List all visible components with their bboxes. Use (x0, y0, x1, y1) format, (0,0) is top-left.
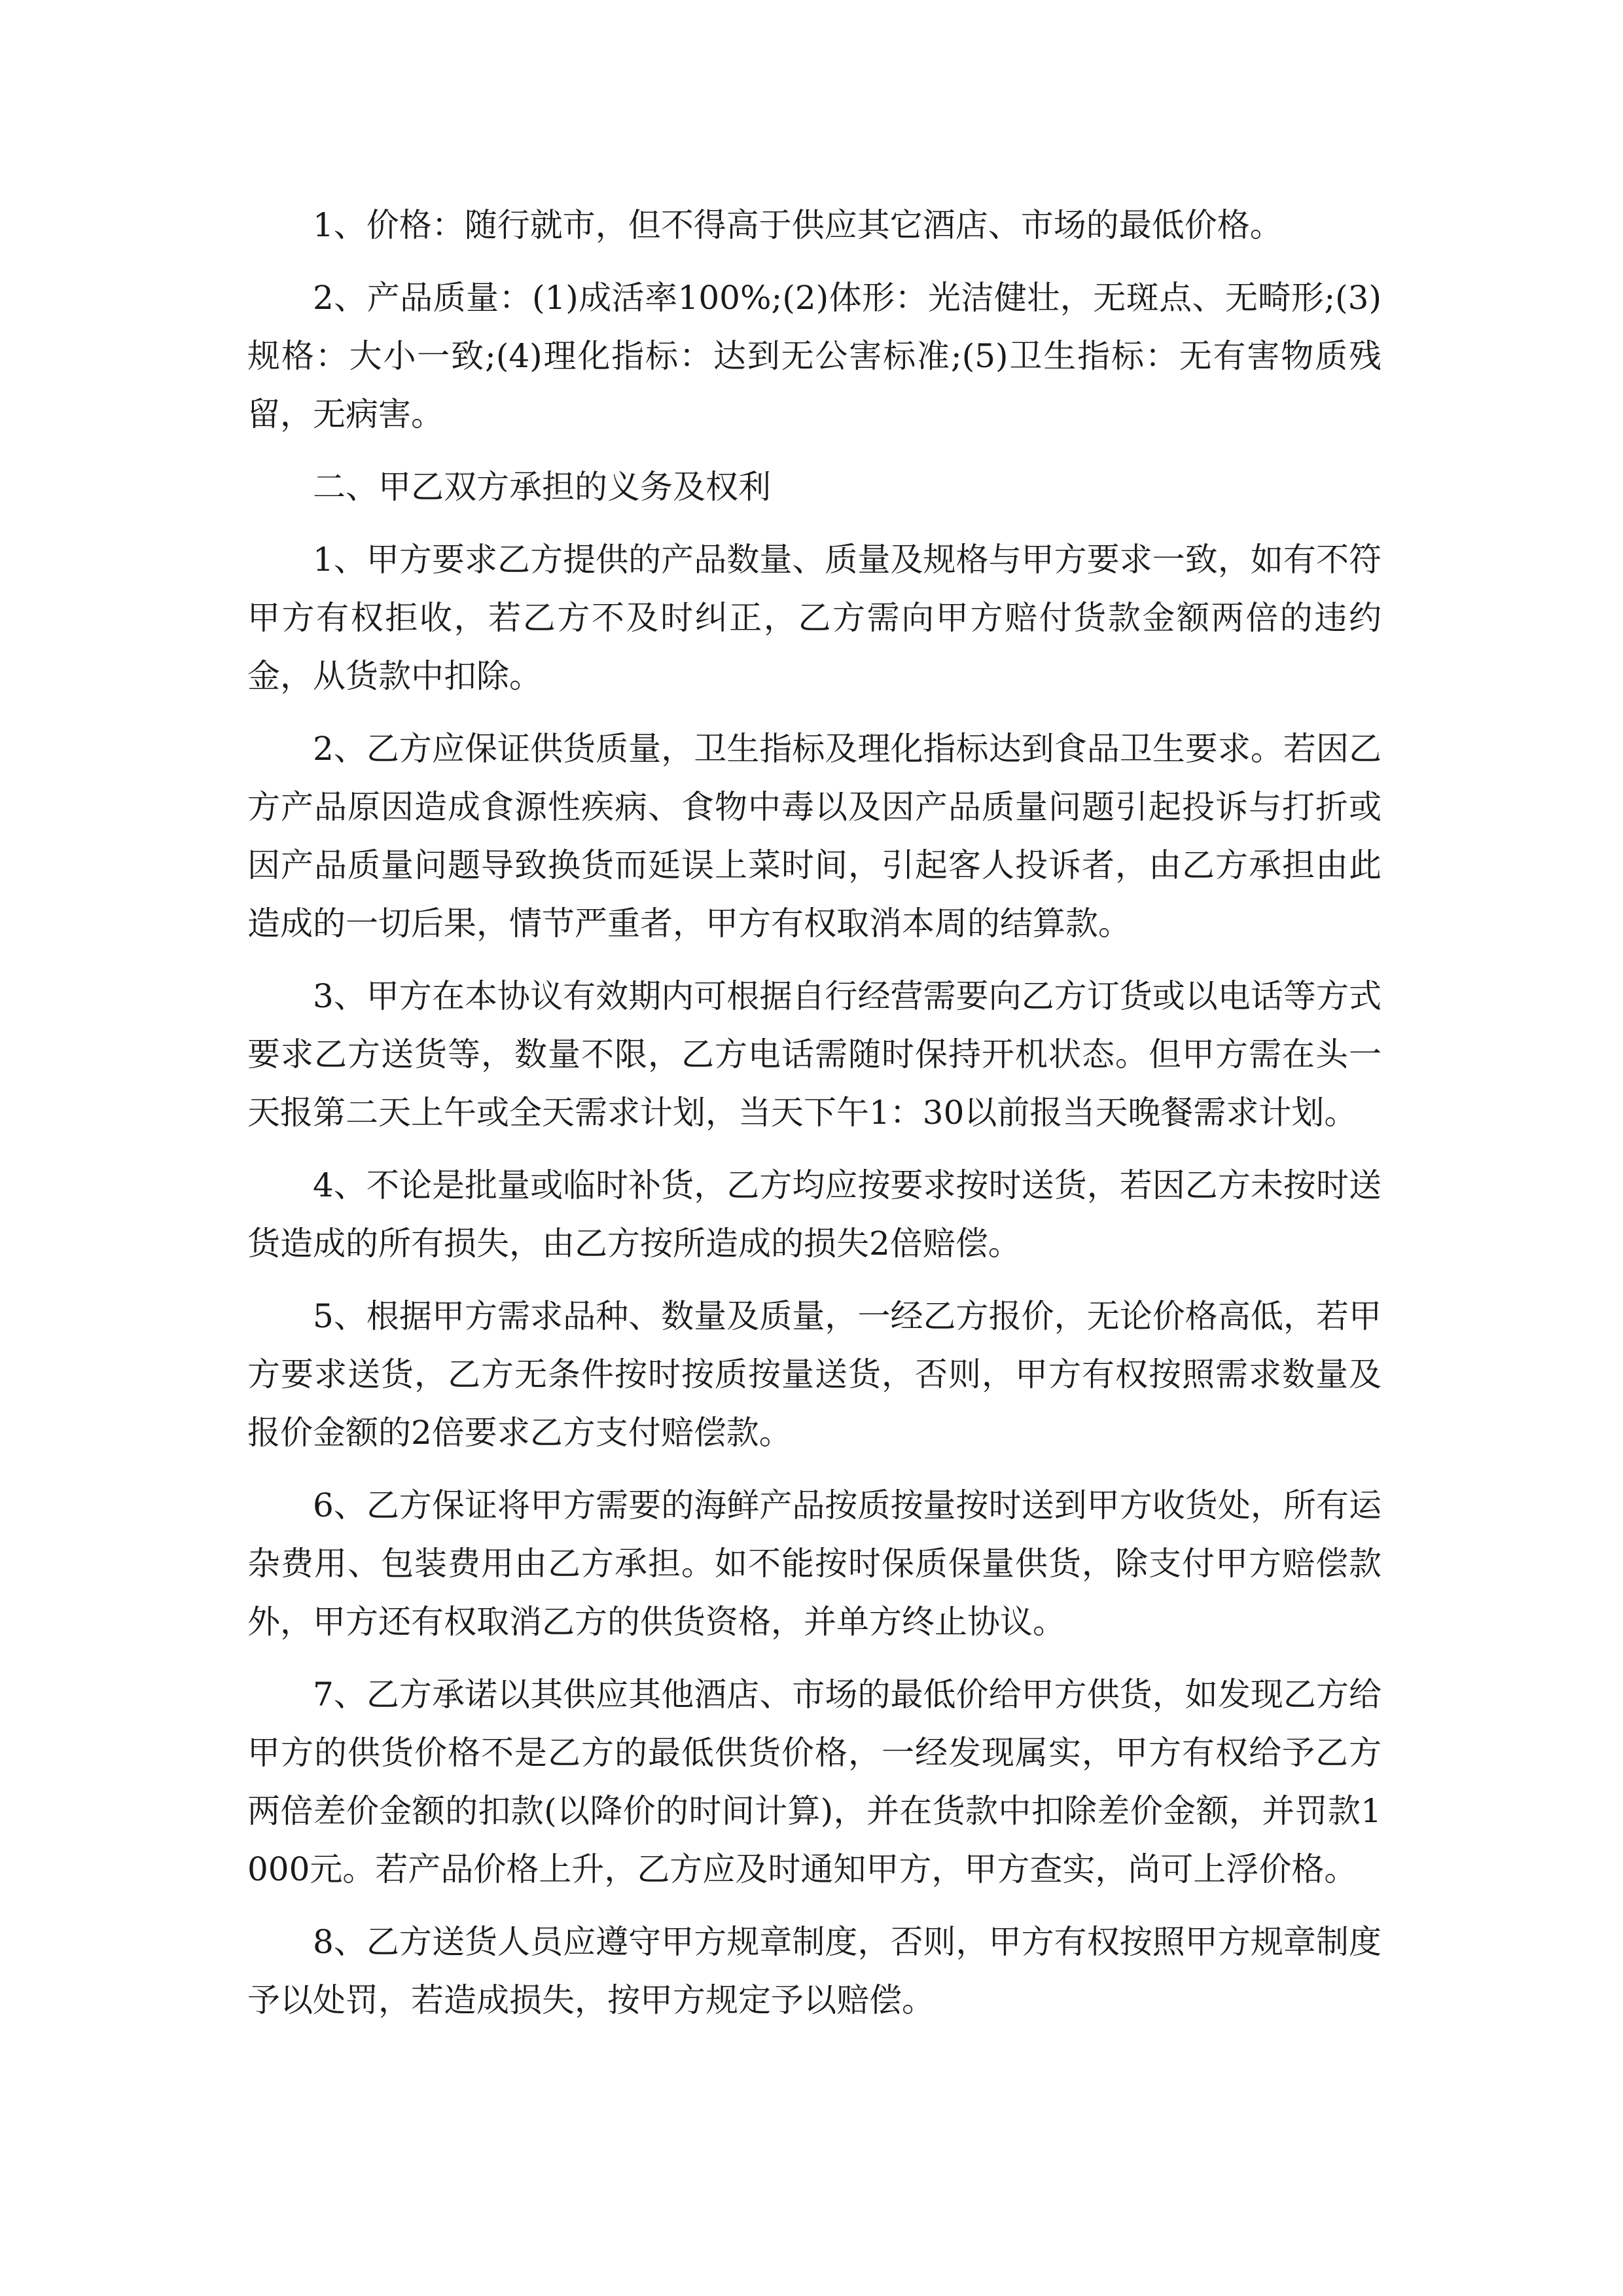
paragraph-product-quality: 2、产品质量：(1)成活率100%;(2)体形：光洁健壮，无斑点、无畸形;(3)规格：大小一致;(4)理化指标：达到无公害标准;(5)卫生指标：无有害物质残留，无病害。 (247, 279, 1382, 433)
document-body (247, 196, 1382, 2044)
paragraph-clause-4: 4、不论是批量或临时补货，乙方均应按要求按时送货，若因乙方未按时送货造成的所有损失，由乙方按所造成的损失2倍赔偿。 (247, 1166, 1382, 1263)
paragraph-clause-3: 3、甲方在本协议有效期内可根据自行经营需要向乙方订货或以电话等方式要求乙方送货等，数量不限，乙方电话需随时保持开机状态。但甲方需在头一天报第二天上午或全天需求计划，当天下午1：30以前报当天晚餐需求计划。 (247, 977, 1382, 1132)
paragraph-clause-6: 6、乙方保证将甲方需要的海鲜产品按质按量按时送到甲方收货处，所有运杂费用、包装费用由乙方承担。如不能按时保质保量供货，除支付甲方赔偿款外，甲方还有权取消乙方的供货资格，并单方终止协议。 (247, 1486, 1382, 1641)
paragraph-clause-8: 8、乙方送货人员应遵守甲方规章制度，否则，甲方有权按照甲方规章制度予以处罚，若造成损失，按甲方规定予以赔偿。 (247, 1923, 1382, 2019)
paragraph-price: 1、价格：随行就市，但不得高于供应其它酒店、市场的最低价格。 (313, 206, 1283, 244)
paragraph-clause-7: 7、乙方承诺以其供应其他酒店、市场的最低价给甲方供货，如发现乙方给甲方的供货价格不是乙方的最低供货价格，一经发现属实，甲方有权给予乙方两倍差价金额的扣款(以降价的时间计算)，并在货款中扣除差价金额，并罚款1000元。若产品价格上升，乙方应及时通知甲方，甲方查实，尚可上浮价格。 (247, 1676, 1382, 1888)
section-heading-obligations: 二、甲乙双方承担的义务及权利 (313, 468, 771, 506)
paragraph-clause-1: 1、甲方要求乙方提供的产品数量、质量及规格与甲方要求一致，如有不符甲方有权拒收，若乙方不及时纠正，乙方需向甲方赔付货款金额两倍的违约金，从货款中扣除。 (247, 541, 1382, 695)
paragraph-clause-5: 5、根据甲方需求品种、数量及质量，一经乙方报价，无论价格高低，若甲方要求送货，乙方无条件按时按质按量送货，否则，甲方有权按照需求数量及报价金额的2倍要求乙方支付赔偿款。 (247, 1297, 1382, 1452)
paragraph-clause-2: 2、乙方应保证供货质量，卫生指标及理化指标达到食品卫生要求。若因乙方产品原因造成食源性疾病、食物中毒以及因产品质量问题引起投诉与打折或因产品质量问题导致换货而延误上菜时间，引起客人投诉者，由乙方承担由此造成的一切后果，情节严重者，甲方有权取消本周的结算款。 (247, 730, 1382, 942)
